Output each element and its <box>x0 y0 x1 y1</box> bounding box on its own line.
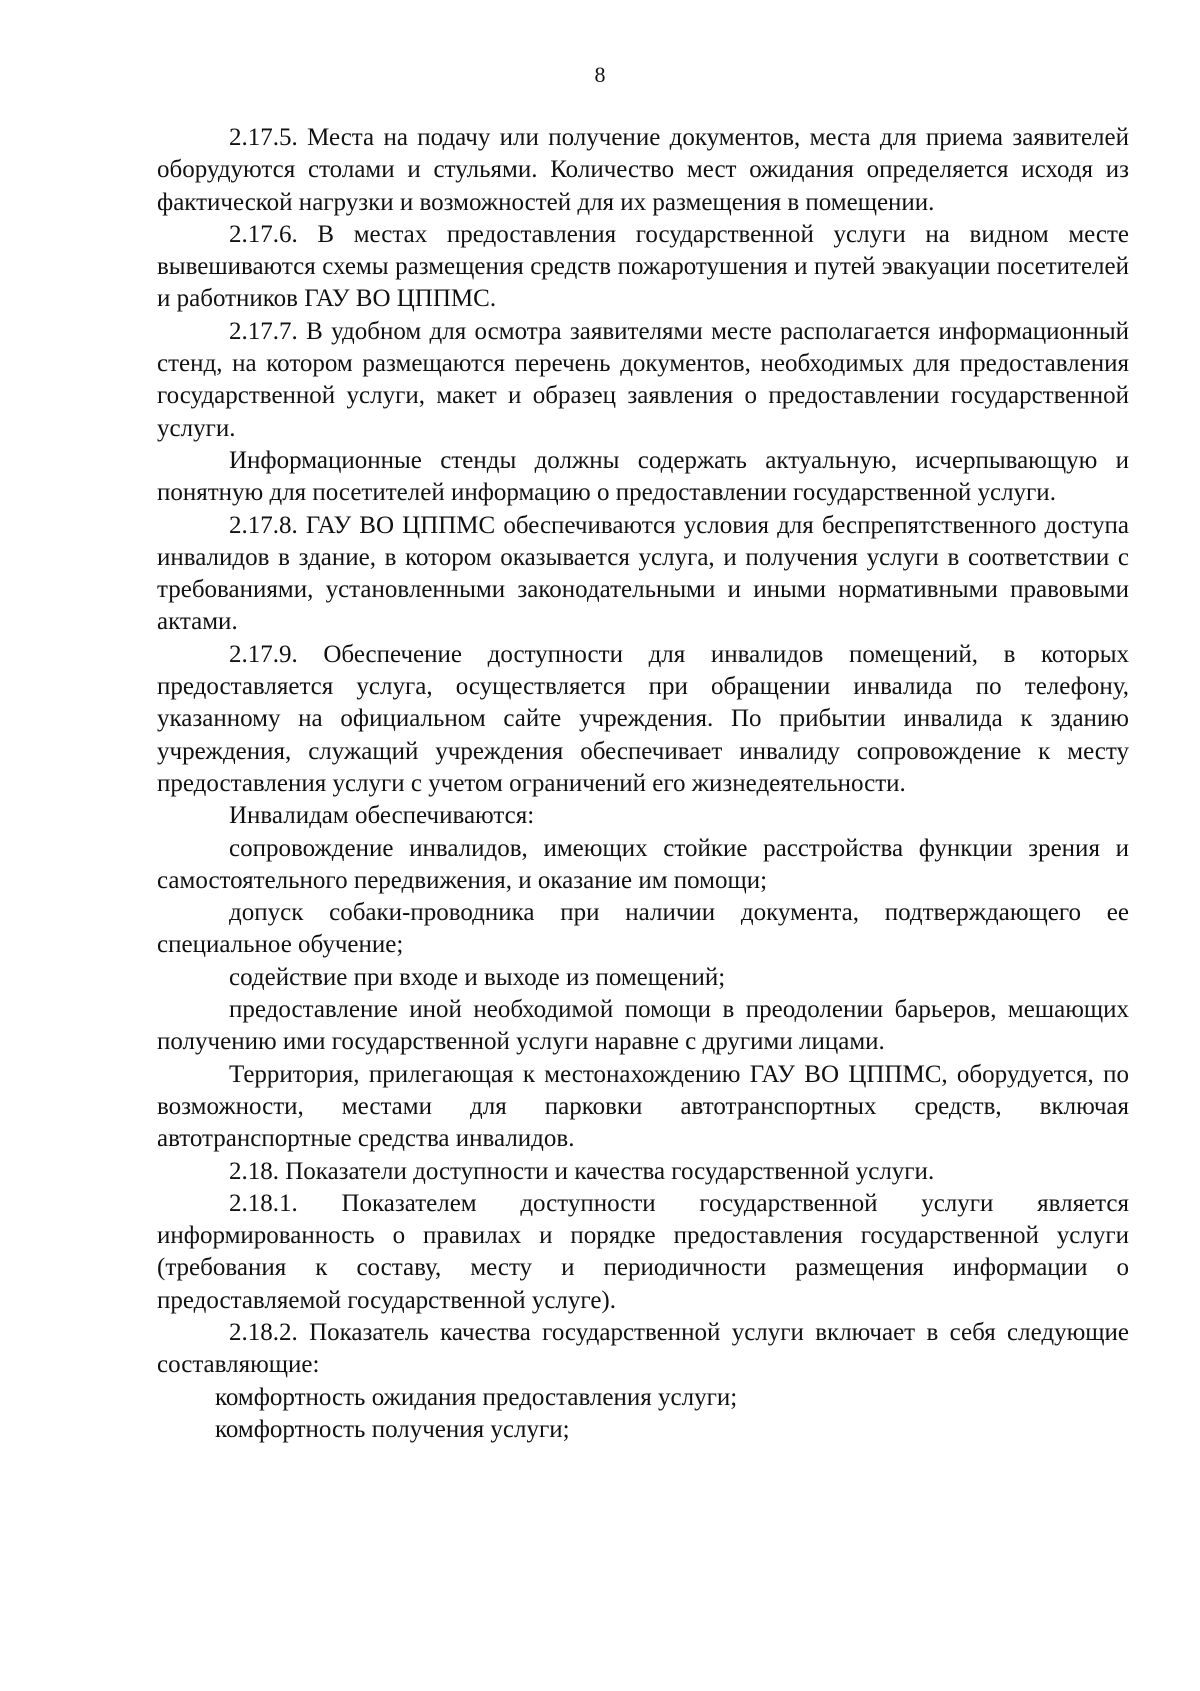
list-item-escort: сопровождение инвалидов, имеющих стойкие расстройства функции зрения и самостоятельного передвижения, и оказание им помощи; <box>157 834 1129 894</box>
paragraph-2-17-6: 2.17.6. В местах предоставления государственной услуги на видном месте вывешиваются схемы размещения средств пожаротушения и путей эвакуации посетителей и работников ГАУ ВО ЦППМС. <box>157 220 1129 313</box>
page-number: 8 <box>594 62 606 87</box>
paragraph-2-17-5: 2.17.5. Места на подачу или получение документов, места для приема заявителей оборудуются столами и стульями. Количество мест ожидания определяется исходя из фактической нагрузки и возможностей для их размещения в помещении. <box>157 124 1129 216</box>
paragraph-2-17-8: 2.17.8. ГАУ ВО ЦППМС обеспечиваются условия для беспрепятственного доступа инвалидов в здание, в котором оказывается услуга, и получения услуги в соответствии с требованиями, установленными законодательными и иными нормативными правовыми актами. <box>157 511 1129 636</box>
paragraph-territory: Территория, прилегающая к местонахождению ГАУ ВО ЦППМС, оборудуется, по возможности, местами для парковки автотранспортных средств, включая автотранспортные средства инвалидов. <box>157 1060 1129 1153</box>
list-item-guide-dog: допуск собаки-проводника при наличии документа, подтверждающего ее специальное обучение; <box>157 899 1129 959</box>
paragraph-info-stands: Информационные стенды должны содержать актуальную, исчерпывающую и понятную для посетителей информацию о предоставлении государственной услуги. <box>157 446 1129 507</box>
paragraph-2-18-2: 2.18.2. Показатель качества государственной услуги включает в себя следующие составляющие: <box>157 1318 1129 1379</box>
paragraph-2-17-7: 2.17.7. В удобном для осмотра заявителями месте располагается информационный стенд, на котором размещаются перечень документов, необходимых для предоставления государственной услуги, макет и образец заявления о предоставлении государственной услуги. <box>157 317 1129 442</box>
list-item-entry-exit: содействие при входе и выходе из помещений; <box>229 963 726 991</box>
list-item-waiting-comfort: комфортность ожидания предоставления услуги; <box>215 1383 738 1411</box>
list-item-other-help: предоставление иной необходимой помощи в преодолении барьеров, мешающих получению ими государственной услуги наравне с другими лицами. <box>157 996 1129 1056</box>
paragraph-2-18-1: 2.18.1. Показателем доступности государственной услуги является информированность о правилах и порядке предоставления государственной услуги (требования к составу, месту и периодичности размещения информации о предоставляемой государственной услуге). <box>157 1189 1129 1314</box>
paragraph-disabled-provided: Инвалидам обеспечиваются: <box>229 802 535 830</box>
list-item-receiving-comfort: комфортность получения услуги; <box>215 1415 570 1443</box>
document-body <box>157 122 1129 1446</box>
paragraph-2-18: 2.18. Показатели доступности и качества государственной услуги. <box>229 1157 935 1185</box>
paragraph-2-17-9: 2.17.9. Обеспечение доступности для инвалидов помещений, в которых предоставляется услуга, осуществляется при обращении инвалида по телефону, указанному на официальном сайте учреждения. По прибытии инвалида к зданию учреждения, служащий учреждения обеспечивает инвалиду сопровождение к месту предоставления услуги с учетом ограничений его жизнедеятельности. <box>157 640 1129 797</box>
